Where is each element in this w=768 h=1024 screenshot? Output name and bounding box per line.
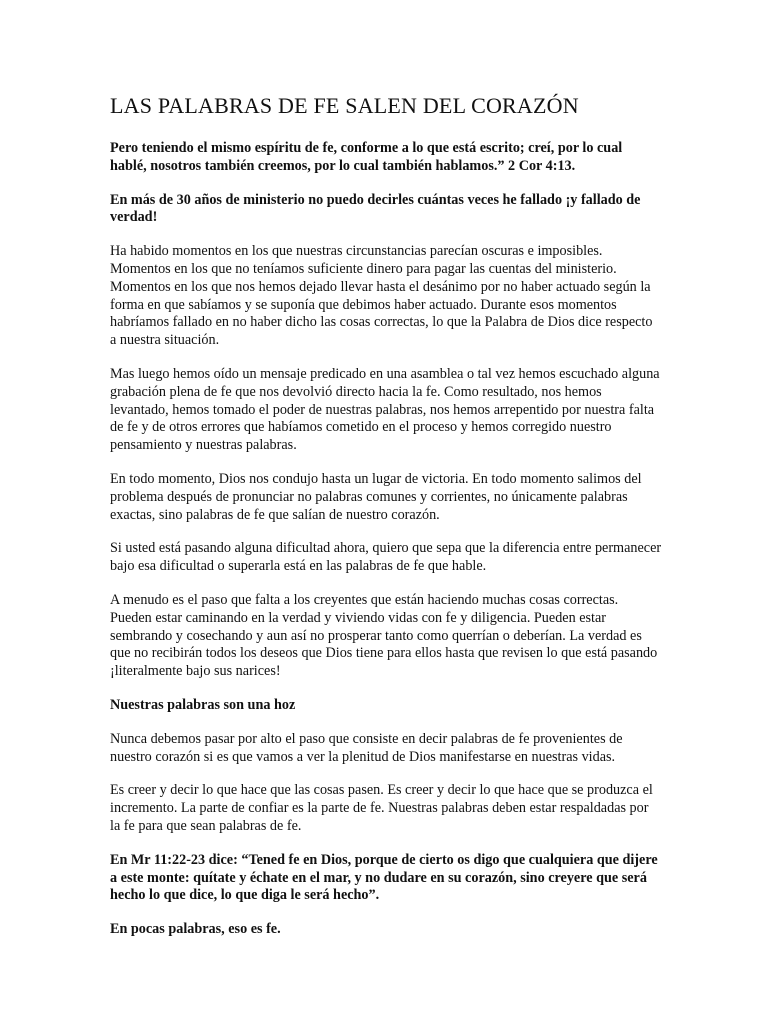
document-page bbox=[110, 92, 662, 955]
paragraph: Mas luego hemos oído un mensaje predicado en una asamblea o tal vez hemos escuchado alguna grabación plena de fe que nos devolvió directo hacia la fe. Como resultado, nos hemos levantado, hemos tomado el poder de nuestras palabras, nos hemos arrepentido por nuestra falta de fe y de otros errores que habíamos cometido en el proceso y hemos corregido nuestro pensamiento y nuestras palabras. bbox=[110, 365, 660, 454]
paragraph: Nunca debemos pasar por alto el paso que consiste en decir palabras de fe provenientes de nuestro corazón si es que vamos a ver la plenitud de Dios manifestarse en nuestras vidas. bbox=[110, 730, 623, 765]
paragraph-scripture-quote: Pero teniendo el mismo espíritu de fe, conforme a lo que está escrito; creí, por lo cual hablé, nosotros también creemos, por lo cual también hablamos.” 2 Cor 4:13. bbox=[110, 140, 623, 174]
section-heading: Nuestras palabras son una hoz bbox=[110, 696, 296, 713]
paragraph-scripture-quote: En Mr 11:22-23 dice: “Tened fe en Dios, porque de cierto os digo que cualquiera que dijere a este monte: quítate y échate en el mar, y no dudare en su corazón, sino creyere que será hecho lo que dice, lo que diga le será hecho”. bbox=[110, 851, 658, 904]
paragraph-conclusion: En pocas palabras, eso es fe. bbox=[110, 921, 281, 938]
document-title: LAS PALABRAS DE FE SALEN DEL CORAZÓN bbox=[110, 93, 579, 118]
paragraph: Ha habido momentos en los que nuestras circunstancias parecían oscuras e imposibles. Momentos en los que no teníamos suficiente dinero para pagar las cuentas del ministerio. Momentos en los que nos hemos dejado llevar hasta el desánimo por no haber actuado según la forma en que sabíamos y se suponía que debimos haber actuado. Durante esos momentos habríamos fallado en no haber dicho las cosas correctas, lo que la Palabra de Dios dice respecto a nuestra situación. bbox=[110, 243, 653, 349]
paragraph-intro: En más de 30 años de ministerio no puedo decirles cuántas veces he fallado ¡y fallado de verdad! bbox=[110, 191, 641, 226]
paragraph: Si usted está pasando alguna dificultad ahora, quiero que sepa que la diferencia entre permanecer bajo esa dificultad o superarla está en las palabras de fe que hable. bbox=[110, 540, 662, 575]
paragraph: Es creer y decir lo que hace que las cosas pasen. Es creer y decir lo que hace que se produzca el incremento. La parte de confiar es la parte de fe. Nuestras palabras deben estar respaldadas por la fe para que sean palabras de fe. bbox=[110, 782, 653, 834]
paragraph: En todo momento, Dios nos condujo hasta un lugar de victoria. En todo momento salimos del problema después de pronunciar no palabras comunes y corrientes, no únicamente palabras exactas, sino palabras de fe que salían de nuestro corazón. bbox=[110, 470, 642, 523]
paragraph: A menudo es el paso que falta a los creyentes que están haciendo muchas cosas correctas. Pueden estar caminando en la verdad y viviendo vidas con fe y diligencia. Pueden estar sembrando y cosechando y aun así no prosperar tanto como querrían o deberían. La verdad es que no recibirán todos los deseos que Dios tiene para ellos hasta que revisen lo que está pasando ¡literalmente bajo sus narices! bbox=[110, 591, 658, 680]
